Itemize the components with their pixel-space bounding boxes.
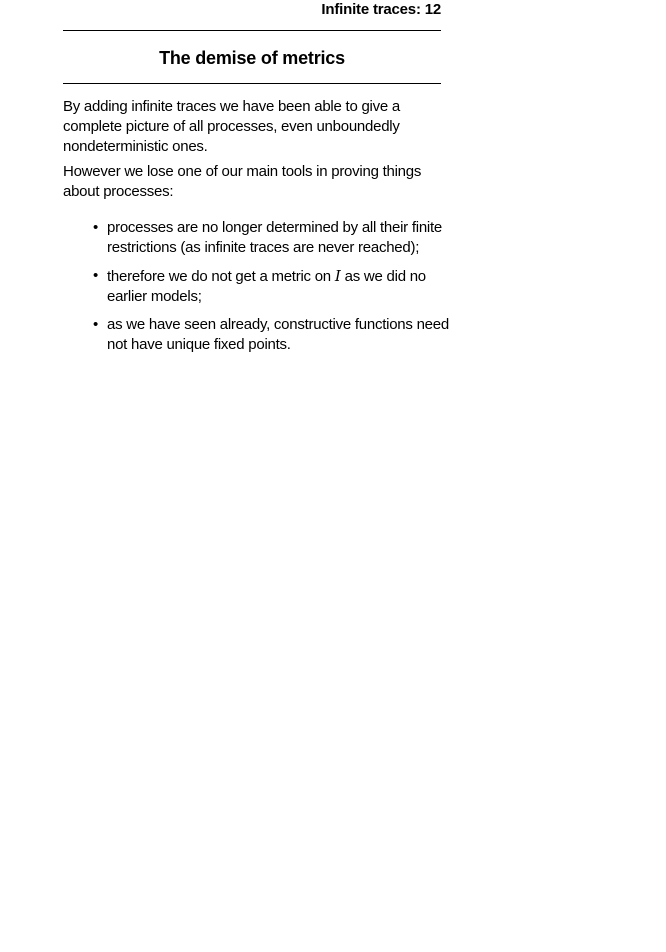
paragraph-intro <box>63 97 441 157</box>
content-column <box>63 0 449 355</box>
bullet-line: processes are no longer determined by all their finite <box>107 219 443 236</box>
bullet-text-post: as we did no <box>340 268 426 285</box>
bullet-item-no-metric <box>63 266 441 307</box>
paragraph-however <box>63 162 441 202</box>
bullet-text-pre: therefore we do not get a metric on <box>107 268 335 285</box>
page-header <box>63 0 441 18</box>
paragraph-line: complete picture of all processes, even unboundedly <box>63 118 400 135</box>
bullet-line <box>107 266 441 287</box>
bullet-line: restrictions (as infinite traces are never reached); <box>107 239 420 256</box>
bullet-line: as we have seen already, constructive functions need <box>107 316 449 333</box>
bullet-line: not have unique fixed points. <box>107 336 291 353</box>
bullet-list <box>63 218 449 355</box>
paragraph-line: By adding infinite traces we have been able to give a <box>63 98 400 115</box>
bullet-icon: • <box>93 267 99 284</box>
title-rule <box>63 83 441 84</box>
paragraph-line: about processes: <box>63 183 174 200</box>
page-title: The demise of metrics <box>159 48 345 68</box>
paragraph-line: nondeterministic ones. <box>63 138 208 155</box>
paragraph-line: However we lose one of our main tools in proving things <box>63 163 422 180</box>
bullet-icon: • <box>93 219 99 236</box>
script-I-symbol: I <box>334 267 341 285</box>
top-rule <box>63 30 441 31</box>
bullet-item-finite-restrictions <box>63 218 441 258</box>
bullet-item-fixed-points <box>63 315 449 355</box>
running-title: Infinite traces: 12 <box>321 1 441 18</box>
bullet-line: earlier models; <box>107 288 202 305</box>
bullet-icon: • <box>93 316 99 333</box>
